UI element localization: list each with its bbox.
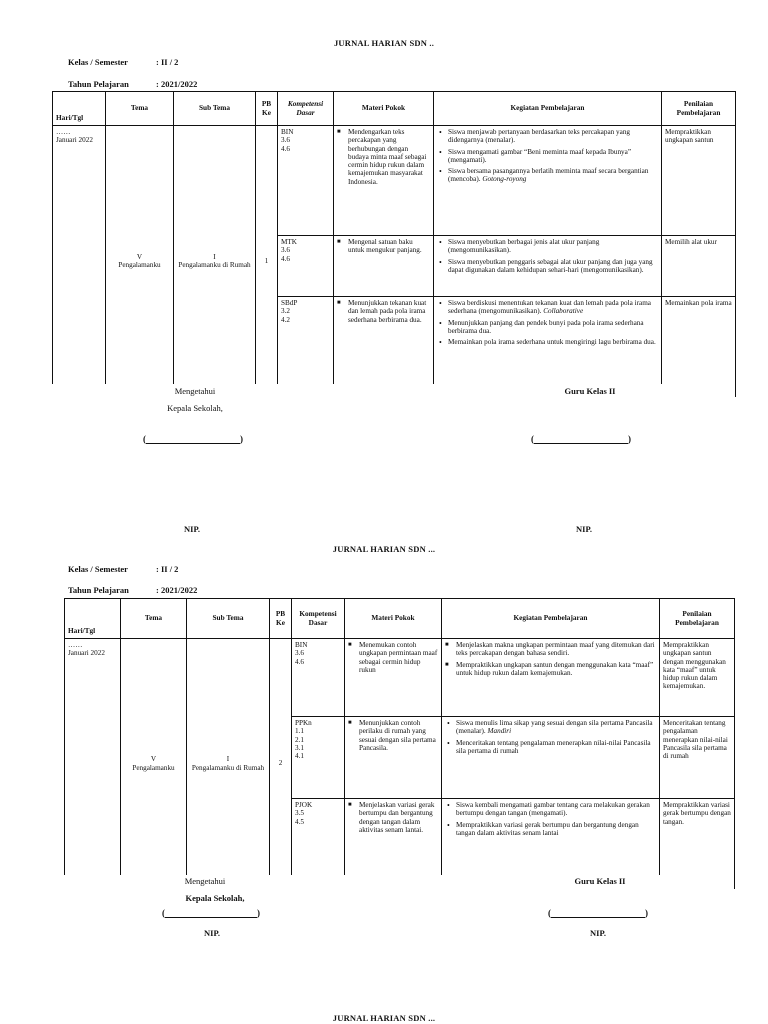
materi-item: ■ Mendengarkan teks percakapan yang berhubungan dengan budaya minta maaf sebagai cermin hidup rukun dalam kemajemukan masyarakat Indonesia. bbox=[337, 128, 430, 186]
journal-1-table bbox=[52, 91, 736, 397]
tahun-label: Tahun Pelajaran bbox=[68, 79, 129, 89]
materi-item: ■ Mengenal satuan baku untuk mengukur panjang. bbox=[337, 238, 430, 255]
cell-subtema: I Pengalamanku di Rumah bbox=[187, 639, 270, 889]
character-value-tag: Collaborative bbox=[543, 307, 584, 316]
kd-code: 4.2 bbox=[281, 315, 290, 324]
kepsek-label: Kepala Sekolah, bbox=[185, 893, 245, 903]
guru-label: Guru Kelas II bbox=[574, 876, 626, 886]
kd-code: 3.2 bbox=[281, 307, 290, 316]
kd-code: 4.1 bbox=[295, 752, 304, 761]
cell-kd bbox=[278, 236, 334, 297]
journal-2-title: JURNAL HARIAN SDN ... bbox=[332, 544, 436, 554]
journal-2-tahun bbox=[68, 585, 368, 595]
kepsek-nip: NIP. bbox=[204, 928, 220, 938]
journal-1-title: JURNAL HARIAN SDN .. bbox=[333, 38, 435, 48]
cell-kd bbox=[278, 297, 334, 397]
header-kegiatan: Kegiatan Pembelajaran bbox=[442, 599, 660, 639]
cell-hari: …… Januari 2022 bbox=[65, 639, 121, 889]
table-row bbox=[53, 126, 736, 236]
kd-code: 3.5 bbox=[295, 809, 304, 818]
kd-code: 1.1 bbox=[295, 727, 304, 736]
kegiatan-item: • Siswa bersama pasangannya berlatih meminta maaf secara bergantian (mencoba). Gotong-royong bbox=[437, 167, 658, 184]
journal-2-kelas bbox=[68, 564, 368, 574]
header-kd: Kompetensi Dasar bbox=[292, 599, 345, 639]
journal-2-table bbox=[64, 598, 735, 889]
kepsek-signature-line: ( ) bbox=[143, 434, 243, 444]
kegiatan-item: • Siswa menyebutkan berbagai jenis alat ukur panjang (mengomunikasikan). bbox=[437, 238, 658, 255]
cell-materi bbox=[334, 236, 434, 297]
tahun-label: Tahun Pelajaran bbox=[68, 585, 129, 595]
cell-tema: V Pengalamanku bbox=[106, 126, 174, 397]
kepsek-label: Kepala Sekolah, bbox=[167, 403, 223, 413]
guru-signature-line: ( ) bbox=[531, 434, 631, 444]
kegiatan-item: • Siswa menjawab pertanyaan berdasarkan teks percakapan yang didengarnya (menalar). bbox=[437, 128, 658, 145]
kegiatan-item: • Siswa mengamati gambar “Beni meminta maaf kepada Ibunya” (mengamati). bbox=[437, 148, 658, 165]
kd-code: 4.6 bbox=[281, 144, 290, 153]
guru-label: Guru Kelas II bbox=[564, 386, 616, 396]
kd-code: 3.6 bbox=[281, 136, 290, 145]
cell-tema: V Pengalamanku bbox=[121, 639, 187, 889]
kegiatan-item: • Menceritakan tentang pengalaman menerapkan nilai-nilai Pancasila sila pertama di rumah bbox=[445, 739, 656, 756]
kelas-value: : II / 2 bbox=[156, 57, 179, 67]
tahun-value: : 2021/2022 bbox=[156, 585, 198, 595]
kd-code: 4.6 bbox=[295, 657, 304, 666]
kegiatan-item: • Memainkan pola irama sederhana untuk mengiringi lagu berbirama dua. bbox=[437, 338, 658, 346]
cell-penilaian: Menceritakan tentang pengalaman menerapkan nilai-nilai Pancasila sila pertama di rumah bbox=[660, 717, 735, 799]
cell-pb: 2 bbox=[270, 639, 292, 889]
header-hari: Hari/Tgl bbox=[53, 92, 106, 126]
kegiatan-item: ■ Mempraktikkan ungkapan santun dengan menggunakan kata “maaf” untuk hidup rukun dalam kemajemukan. bbox=[445, 661, 656, 678]
cell-kd bbox=[292, 717, 345, 799]
materi-item: ■ Menunjukkan contoh perilaku di rumah yang sesuai dengan sila pertama Pancasila. bbox=[348, 719, 438, 752]
cell-kd bbox=[278, 126, 334, 236]
kd-code: 3.1 bbox=[295, 743, 304, 752]
header-materi: Materi Pokok bbox=[334, 92, 434, 126]
materi-item: ■ Menunjukkan tekanan kuat dan lemah pada pola irama sederhana berbirama dua. bbox=[337, 299, 430, 324]
kegiatan-item: • Mempraktikkan variasi gerak bertumpu dan bergantung dengan tangan dalam aktivitas senam lantai bbox=[445, 821, 656, 838]
kegiatan-item: • Siswa berdiskusi menentukan tekanan kuat dan lemah pada pola irama sederhana (mengomunikasikan). Collaborative bbox=[437, 299, 658, 316]
header-materi: Materi Pokok bbox=[345, 599, 442, 639]
journal-3-title: JURNAL HARIAN SDN ... bbox=[332, 1013, 436, 1023]
cell-penilaian: Mempraktikkan variasi gerak bertumpu dengan tangan. bbox=[660, 799, 735, 889]
cell-penilaian: Mempraktikkan ungkapan santun dengan menggunakan kata “maaf” untuk hidup rukun dalam kemajemukan. bbox=[660, 639, 735, 717]
kd-subject: MTK bbox=[281, 238, 297, 246]
header-penilaian: Penilaian Pembelajaran bbox=[662, 92, 736, 126]
header-tema: Tema bbox=[121, 599, 187, 639]
header-row bbox=[53, 92, 736, 126]
character-value-tag: Gotong-royong bbox=[482, 175, 527, 184]
header-penilaian: Penilaian Pembelajaran bbox=[660, 599, 735, 639]
kepsek-nip: NIP. bbox=[184, 524, 200, 534]
kelas-label: Kelas / Semester bbox=[68, 57, 128, 67]
cell-materi bbox=[345, 717, 442, 799]
tahun-value: : 2021/2022 bbox=[156, 79, 198, 89]
page-break-mask bbox=[52, 384, 735, 504]
cell-penilaian: Mempraktikkan ungkapan santun bbox=[662, 126, 736, 236]
kd-code: 2.1 bbox=[295, 735, 304, 744]
kd-subject: PJOK bbox=[295, 801, 313, 809]
kd-code: 4.5 bbox=[295, 817, 304, 826]
kd-code: 3.6 bbox=[281, 246, 290, 255]
kd-subject: PPKn bbox=[295, 719, 312, 727]
header-tema: Tema bbox=[106, 92, 174, 126]
header-row bbox=[65, 599, 735, 639]
kegiatan-item: ■ Menjelaskan makna ungkapan permintaan maaf yang ditemukan dari teks percakapan dengan bahasa sendiri. bbox=[445, 641, 656, 658]
kd-subject: BIN bbox=[295, 641, 308, 649]
kd-code: 4.6 bbox=[281, 254, 290, 263]
kegiatan-item: • Siswa menyebutkan penggaris sebagai alat ukur panjang dan juga yang dapat digunakan dalam kehidupan sehari-hari (mengomunikasikan). bbox=[437, 258, 658, 275]
cell-kegiatan bbox=[442, 639, 660, 717]
cell-pb: 1 bbox=[256, 126, 278, 397]
cell-materi bbox=[334, 126, 434, 236]
cell-hari: …… Januari 2022 bbox=[53, 126, 106, 397]
kd-subject: SBdP bbox=[281, 299, 298, 307]
cell-kegiatan bbox=[434, 126, 662, 236]
cell-kd bbox=[292, 639, 345, 717]
header-subtema: Sub Tema bbox=[174, 92, 256, 126]
cell-kegiatan bbox=[434, 297, 662, 397]
header-pb: PB Ke bbox=[270, 599, 292, 639]
header-kd: Kompetensi Dasar bbox=[278, 92, 334, 126]
materi-item: ■ Menemukan contoh ungkapan permintaan maaf sebagai cermin hidup rukun bbox=[348, 641, 438, 674]
cell-materi bbox=[334, 297, 434, 397]
header-subtema: Sub Tema bbox=[187, 599, 270, 639]
guru-signature-line: ( ) bbox=[548, 908, 648, 918]
kepsek-signature-line: ( ) bbox=[162, 908, 260, 918]
mengetahui-label: Mengetahui bbox=[174, 386, 216, 396]
kelas-value: : II / 2 bbox=[156, 564, 179, 574]
header-kegiatan: Kegiatan Pembelajaran bbox=[434, 92, 662, 126]
journal-1-kelas bbox=[68, 57, 368, 67]
mengetahui-label: Mengetahui bbox=[184, 876, 226, 886]
kelas-label: Kelas / Semester bbox=[68, 564, 128, 574]
cell-penilaian: Memainkan pola irama bbox=[662, 297, 736, 397]
guru-nip: NIP. bbox=[590, 928, 606, 938]
cell-kegiatan bbox=[434, 236, 662, 297]
guru-nip: NIP. bbox=[576, 524, 592, 534]
cell-materi bbox=[345, 639, 442, 717]
kegiatan-item: • Siswa menulis lima sikap yang sesuai dengan sila pertama Pancasila (menalar). Mandiri bbox=[445, 719, 656, 736]
cell-subtema: I Pengalamanku di Rumah bbox=[174, 126, 256, 397]
cell-kegiatan bbox=[442, 717, 660, 799]
kegiatan-item: • Siswa kembali mengamati gambar tentang cara melakukan gerakan bertumpu dengan tangan (mengamati). bbox=[445, 801, 656, 818]
header-hari: Hari/Tgl bbox=[65, 599, 121, 639]
kd-code: 3.6 bbox=[295, 649, 304, 658]
character-value-tag: Mandiri bbox=[487, 727, 512, 736]
cell-penilaian: Memilih alat ukur bbox=[662, 236, 736, 297]
header-pb: PB Ke bbox=[256, 92, 278, 126]
journal-1-tahun bbox=[68, 79, 368, 89]
kegiatan-item: • Menunjukkan panjang dan pendek bunyi pada pola irama sederhana berbirama dua. bbox=[437, 319, 658, 336]
materi-item: ■ Menjelaskan variasi gerak bertumpu dan bergantung dengan tangan dalam aktivitas senam lantai. bbox=[348, 801, 438, 834]
kd-subject: BIN bbox=[281, 128, 294, 136]
table-row bbox=[65, 639, 735, 717]
